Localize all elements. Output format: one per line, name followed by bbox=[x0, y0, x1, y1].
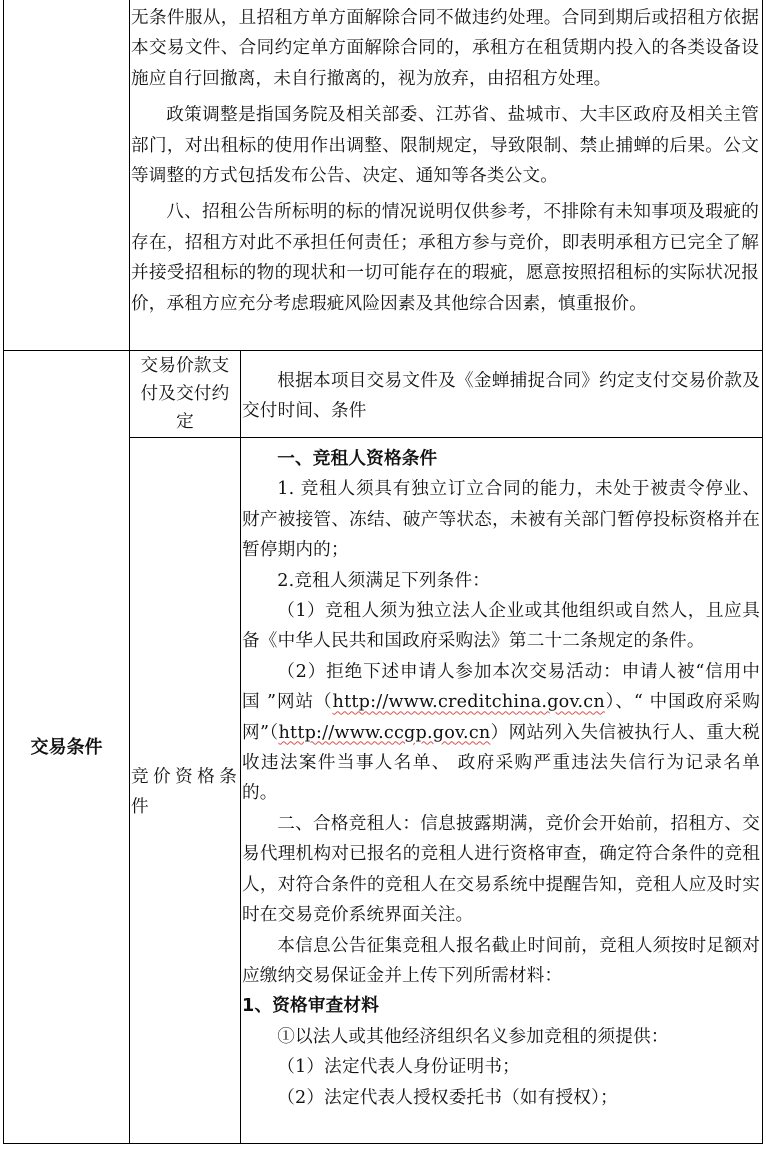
qualification-row-content bbox=[242, 444, 760, 1142]
credit-text-c: ）网站列入失信被执行人、重大税收违法案件当事人名单、 政府采购严重违法失信行为记录名单的。 bbox=[242, 722, 760, 804]
payment-row-content bbox=[242, 366, 760, 436]
sub-id-certificate: （1）法定代表人身份证明书； bbox=[277, 1057, 520, 1078]
column-divider-2 bbox=[240, 351, 241, 1144]
row-divider-payment bbox=[129, 437, 763, 438]
payment-row-label-text: 交易价款支付及交付约定 bbox=[140, 356, 230, 432]
creditchina-link[interactable]: http://www.creditchina.gov.cn bbox=[332, 692, 605, 713]
section-label-trade-conditions bbox=[4, 733, 129, 763]
credit-text-b: ）、“ 中国政府采购网”（ bbox=[242, 692, 760, 743]
column-divider-1 bbox=[129, 0, 130, 1144]
top-section-text bbox=[131, 3, 761, 349]
heading-bidder-qualification: 一、竞租人资格条件 bbox=[277, 448, 438, 469]
sub-authorization-letter: （2）法定代表人授权委托书（如有授权）； bbox=[277, 1087, 618, 1108]
item-conditions: 2.竞租人须满足下列条件： bbox=[277, 570, 491, 591]
credit-text-a: （2）拒绝下述申请人参加本次交易活动：申请人被“信用中国 ”网站（ bbox=[242, 661, 760, 713]
paragraph-dismantle: 无条件服从，且招租方单方面解除合同不做违约处理。合同到期后或招租方依据本交易文件、合同约定单方面解除合同的，承租方在租赁期内投入的各类设备设施应自行回撤离，未自行撤离的，视为放弃，由招租方处理。 bbox=[131, 8, 759, 89]
table-border-bottom bbox=[3, 1143, 763, 1144]
ccgp-link[interactable]: http://www.ccgp.gov.cn bbox=[278, 722, 491, 743]
paragraph-disclaimer: 八、招租公告所标明的标的情况说明仅供参考，不排除有未知事项及瑕疵的存在，招租方对此不承担任何责任；承租方参与竞价，即表明承租方已完全了解并接受招租标的物的现状和一切可能存在的瑕疵，愿意按照招租标的实际状况报价，承租方应充分考虑瑕疵风险因素及其他综合因素，慎重报价。 bbox=[131, 202, 759, 314]
item-credit-blacklist bbox=[242, 657, 760, 809]
qualification-row-label bbox=[131, 762, 237, 824]
heading-qualification-materials: 1、资格审查材料 bbox=[242, 996, 379, 1017]
item-independent-contract: 1. 竞租人须具有独立订立合同的能力，未处于被责令停业、财产被接管、冻结、破产等状态，未被有关部门暂停投标资格并在暂停期内的； bbox=[242, 479, 760, 561]
qualification-row-label-text: 竞价资格条件 bbox=[131, 767, 237, 817]
table-border-left bbox=[3, 0, 4, 1144]
paragraph-deposit-notice: 本信息公告征集竞租人报名截止时间前，竞租人须按时足额对应缴纳交易保证金并上传下列所需材料： bbox=[242, 935, 760, 986]
heading-qualified-bidder: 二、合格竞租人：信息披露期满，竞价会开始前，招租方、交易代理机构对已报名的竞租人进行资格审查，确定符合条件的竞租人，对符合条件的竞租人在交易系统中提醒告知，竞租人应及时实时在交易竞价系统界面关注。 bbox=[242, 813, 760, 926]
paragraph-policy-adjustment: 政策调整是指国务院及相关部委、江苏省、盐城市、大丰区政府及相关主管部门，对出租标的使用作出调整、限制规定，导致限制、禁止捕蝉的后果。公文等调整的方式包括发布公告、决定、通知等各类公文。 bbox=[131, 105, 759, 187]
row-divider-top-section bbox=[3, 350, 763, 351]
sub-legal-person-requirements: ①以法人或其他经济组织名义参加竞租的须提供： bbox=[277, 1026, 669, 1047]
table-border-right bbox=[762, 0, 763, 1144]
payment-row-content-text: 根据本项目交易文件及《金蝉捕捉合同》约定支付交易价款及交付时间、条件 bbox=[242, 371, 760, 422]
item-legal-entity: （1）竞租人须为独立法人企业或其他组织或自然人，且应具备《中华人民共和国政府采购法》第二十二条规定的条件。 bbox=[242, 601, 760, 652]
section-label-text: 交易条件 bbox=[30, 737, 103, 758]
payment-row-label bbox=[131, 352, 239, 436]
